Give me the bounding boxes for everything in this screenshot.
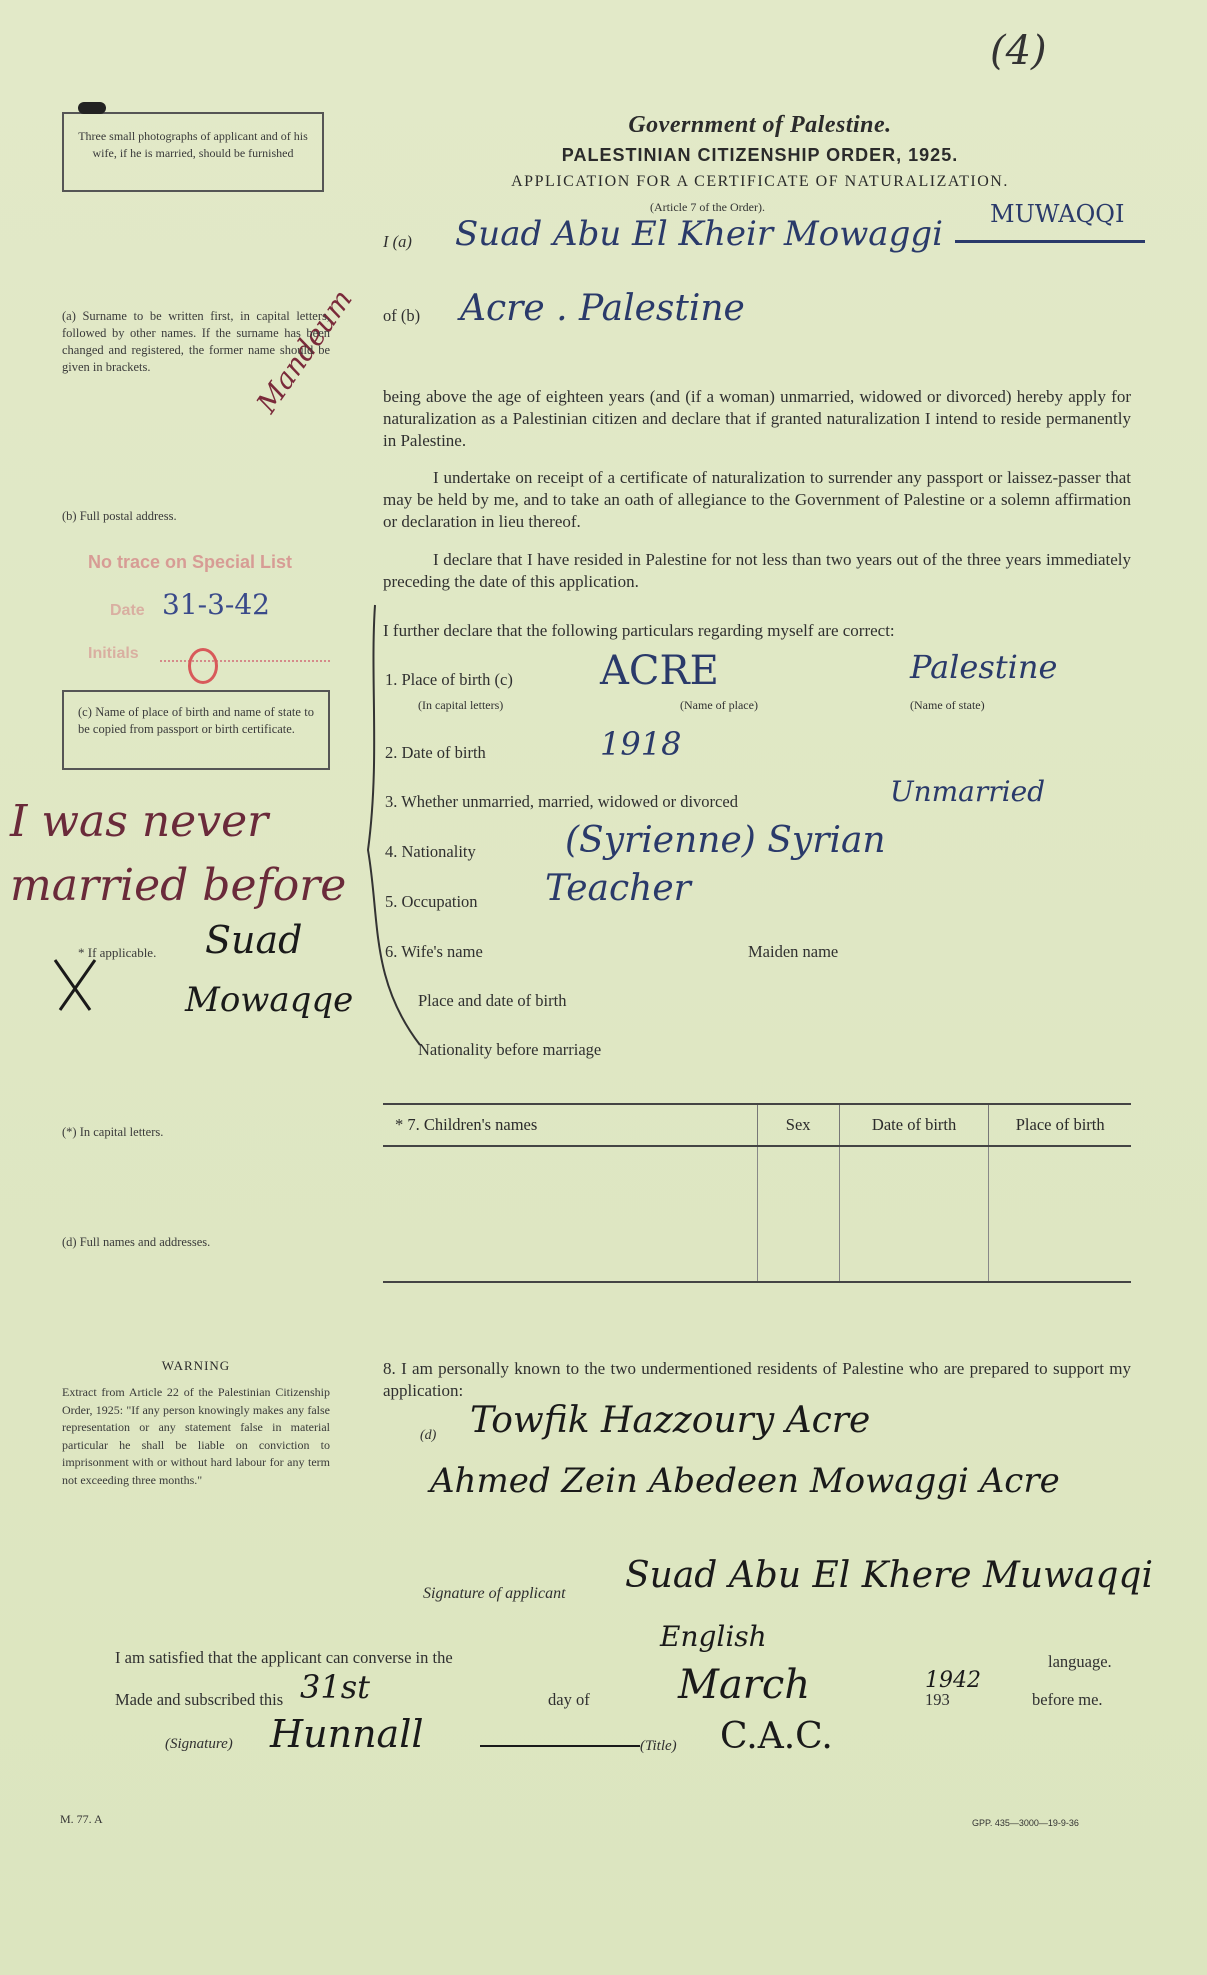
signature-official-label: (Signature) bbox=[165, 1736, 233, 1752]
margin-note: Mandeum bbox=[250, 283, 359, 419]
name-correction: MUWAQQI bbox=[990, 200, 1125, 228]
references-label: 8. I am personally known to the two undermentioned residents of Palestine who are prepared to support my application: bbox=[383, 1359, 1131, 1400]
dob-header: Date of birth bbox=[839, 1105, 989, 1146]
paragraph-1: being above the age of eighteen years (and (if a woman) unmarried, widowed or divorced) hereby apply for naturalization as a Palestinian citizen and declare that if granted naturalization I intend to reside permanently in Palestine. bbox=[383, 387, 1131, 450]
wife-nat-label: Nationality before marriage bbox=[418, 1040, 602, 1059]
title-label: (Title) bbox=[640, 1738, 677, 1754]
bracket-line bbox=[360, 600, 440, 1050]
sex-header: Sex bbox=[757, 1105, 839, 1146]
birth-label: 1. Place of birth (c) bbox=[385, 670, 513, 689]
official-signature-line bbox=[480, 1745, 640, 1747]
place-caption: (Name of place) bbox=[680, 698, 758, 712]
before-me: before me. bbox=[1032, 1690, 1103, 1709]
name-strike bbox=[955, 240, 1145, 243]
day-hw: 31st bbox=[300, 1668, 370, 1706]
wife-birth-label: Place and date of birth bbox=[418, 991, 567, 1010]
capital-caption: (In capital letters) bbox=[418, 698, 504, 712]
paperclip-mark bbox=[78, 102, 106, 114]
maiden-label: Maiden name bbox=[748, 942, 839, 961]
title-hw: C.A.C. bbox=[720, 1716, 833, 1757]
language-word: language. bbox=[1048, 1652, 1112, 1671]
photo-note-box bbox=[62, 112, 324, 192]
stamp-no-trace: No trace on Special List bbox=[88, 552, 293, 572]
x-mark-icon bbox=[50, 955, 100, 1015]
header-order: PALESTINIAN CITIZENSHIP ORDER, 1925. bbox=[561, 145, 959, 165]
dob-value: 1918 bbox=[600, 725, 682, 763]
table-row bbox=[383, 1146, 1131, 1191]
warning-text: Extract from Article 22 of the Palestinian Citizenship Order, 1925: "If any person knowingly makes any false representation or any statement false in material particular he shall be liable on conviction to imprisonment with or without hard labour for any term not exceeding three months." bbox=[62, 1385, 330, 1487]
paragraph-3: I declare that I have resided in Palestine for not less than two years out of the three years immediately preceding the date of this application. bbox=[383, 550, 1131, 591]
occupation-value: Teacher bbox=[545, 868, 691, 909]
header-article: (Article 7 of the Order). bbox=[650, 200, 765, 214]
postal-note: (b) Full postal address. bbox=[62, 509, 177, 523]
stamp-initials: Initials bbox=[88, 645, 139, 662]
table-cell bbox=[757, 1146, 839, 1191]
form-number: M. 77. A bbox=[60, 1812, 103, 1826]
stamp-initials-line bbox=[160, 660, 330, 662]
bracket-icon bbox=[360, 600, 440, 1050]
table-cell bbox=[757, 1235, 839, 1282]
signature-value: Suad Abu El Khere Muwaqqi bbox=[625, 1555, 1153, 1596]
children-names-header: * 7. Children's names bbox=[383, 1105, 757, 1146]
nationality-label: 4. Nationality bbox=[385, 842, 476, 861]
table-row bbox=[383, 1235, 1131, 1282]
if-applicable-hw2: Mowaqqe bbox=[185, 980, 354, 1020]
dob-label: 2. Date of birth bbox=[385, 743, 486, 762]
stamp-date-label: Date bbox=[110, 602, 145, 619]
official-signature: Hunnall bbox=[270, 1712, 424, 1756]
applicant-name: Suad Abu El Kheir Mowaggi bbox=[455, 214, 943, 254]
table-cell bbox=[989, 1235, 1131, 1282]
print-reference: GPP. 435—3000—19-9-36 bbox=[972, 1818, 1079, 1828]
state-caption: (Name of state) bbox=[910, 698, 985, 712]
reference-1: Towfik Hazzoury Acre bbox=[470, 1400, 871, 1441]
if-applicable-hw1: Suad bbox=[205, 918, 303, 962]
paragraph-4: I further declare that the following particulars regarding myself are correct: bbox=[383, 621, 895, 640]
children-table bbox=[383, 1105, 1131, 1283]
capital-note: (*) In capital letters. bbox=[62, 1125, 164, 1139]
satisfied-text: I am satisfied that the applicant can converse in the bbox=[115, 1648, 453, 1667]
birth-state: Palestine bbox=[910, 648, 1058, 686]
x-mark bbox=[50, 955, 100, 1015]
stamp-initials-mark bbox=[188, 648, 218, 684]
applicant-address: Acre . Palestine bbox=[460, 288, 745, 329]
status-label: 3. Whether unmarried, married, widowed or divorced bbox=[385, 792, 738, 811]
table-cell bbox=[839, 1235, 989, 1282]
month-hw: March bbox=[678, 1662, 811, 1708]
year-hw: 1942 bbox=[925, 1668, 981, 1693]
signature-label: Signature of applicant bbox=[423, 1585, 566, 1602]
surname-note: (a) Surname to be written first, in capital letters, followed by other names. If the surname has been changed and registered, the former name should be given in brackets. bbox=[62, 309, 330, 374]
table-cell bbox=[989, 1146, 1131, 1191]
table-cell bbox=[989, 1191, 1131, 1235]
warning-title: WARNING bbox=[161, 1358, 231, 1373]
d-label: (d) bbox=[420, 1428, 437, 1443]
wife-label: 6. Wife's name bbox=[385, 942, 483, 961]
photo-note: Three small photographs of applicant and of his wife, if he is married, should be furnished bbox=[78, 129, 308, 160]
full-names-note: (d) Full names and addresses. bbox=[62, 1235, 211, 1249]
made-text: Made and subscribed this bbox=[115, 1690, 284, 1709]
table-cell bbox=[383, 1146, 757, 1191]
birth-place: ACRE bbox=[600, 648, 719, 694]
header-application: APPLICATION FOR A CERTIFICATE OF NATURALIZATION. bbox=[511, 173, 1009, 190]
reference-2: Ahmed Zein Abedeen Mowaggi Acre bbox=[430, 1461, 1060, 1501]
table-cell bbox=[383, 1191, 757, 1235]
table-row bbox=[383, 1191, 1131, 1235]
never-married-note: I was never married before bbox=[10, 796, 347, 911]
day-of-label: day of bbox=[548, 1690, 590, 1709]
table-cell bbox=[383, 1235, 757, 1282]
paragraph-2: I undertake on receipt of a certificate of naturalization to surrender any passport or laissez-passer that may be held by me, and to take an oath of allegiance to the Government of Palestine or a solemn affirmation or declaration in lieu thereof. bbox=[383, 468, 1131, 531]
if-applicable-label: * If applicable. bbox=[78, 945, 157, 960]
table-cell bbox=[839, 1146, 989, 1191]
birth-note: (c) Name of place of birth and name of state to be copied from passport or birth certificate. bbox=[78, 705, 314, 736]
i-label: I (a) bbox=[383, 232, 412, 251]
birth-note-box bbox=[62, 690, 330, 770]
pob-header: Place of birth bbox=[989, 1105, 1131, 1146]
table-cell bbox=[839, 1191, 989, 1235]
occupation-label: 5. Occupation bbox=[385, 892, 478, 911]
year-prefix: 193 bbox=[925, 1690, 950, 1709]
language-hw: English bbox=[660, 1620, 767, 1653]
nationality-value: (Syrienne) Syrian bbox=[565, 820, 886, 861]
stamp-date: 31-3-42 bbox=[162, 588, 270, 621]
table-cell bbox=[757, 1191, 839, 1235]
of-label: of (b) bbox=[383, 306, 421, 325]
corner-mark: (4) bbox=[990, 28, 1047, 74]
header-government: Government of Palestine. bbox=[628, 112, 892, 138]
status-value: Unmarried bbox=[890, 775, 1046, 808]
